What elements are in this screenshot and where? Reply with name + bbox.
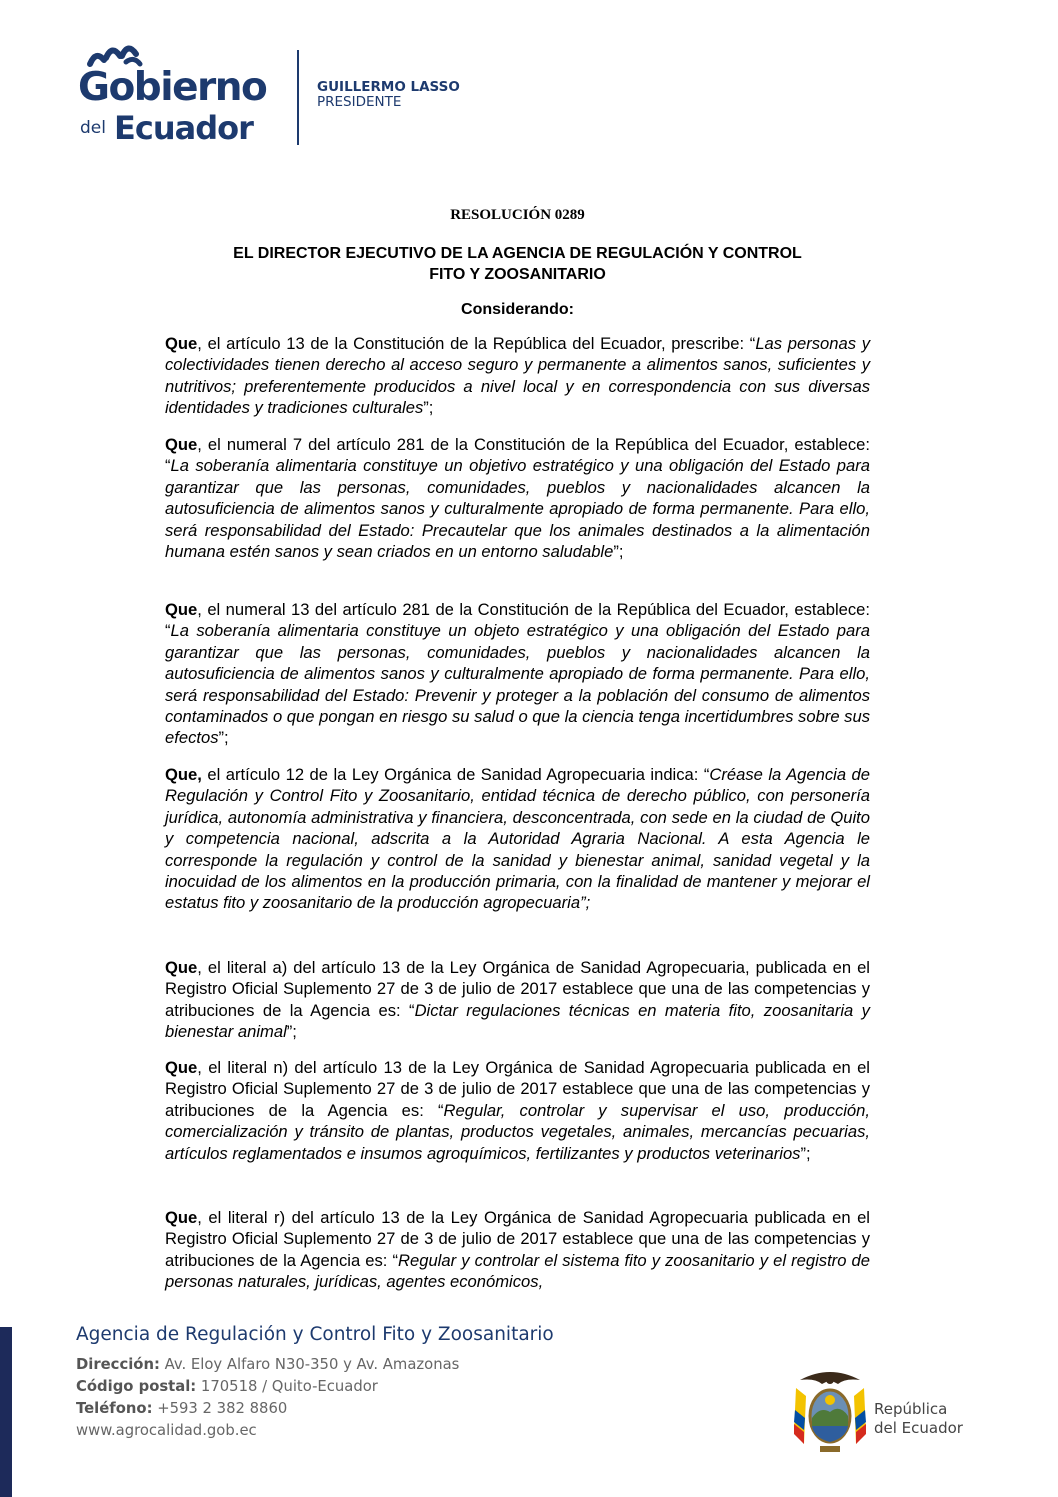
gobierno-logo (68, 40, 288, 150)
president-title: PRESIDENTE (317, 94, 402, 110)
footer-phone-label: Teléfono: (76, 1400, 153, 1417)
logo-word-ecuador: Ecuador (114, 109, 253, 147)
authority-line-1: EL DIRECTOR EJECUTIVO DE LA AGENCIA DE REGULACIÓN Y CONTROL (233, 245, 802, 262)
paragraph-text: , el literal a) del artículo 13 de la Ley Orgánica de Sanidad Agropecuaria, publicada en el Registro Oficial Suplemento 27 de 3 de julio de 2017 establece que una de las competencias y atribuciones de la Agencia es: “ (165, 958, 870, 1020)
paragraph-lead: Que (165, 1208, 198, 1227)
president-name: GUILLERMO LASSO (317, 79, 460, 95)
footer-postal-label: Código postal: (76, 1378, 197, 1395)
footer-agency-name: Agencia de Regulación y Control Fito y Zoosanitario (76, 1324, 554, 1345)
header-divider (297, 50, 299, 145)
footer-postal-value: 170518 / Quito-Ecuador (196, 1378, 378, 1395)
republic-line-1: República (874, 1400, 948, 1418)
paragraph-text: , el numeral 13 del artículo 281 de la Constitución de la República del Ecuador, establece: “ (165, 600, 870, 641)
logo-word-gobierno: Gobierno (78, 65, 267, 110)
whereas-paragraph (165, 1207, 870, 1293)
paragraph-quote: La soberanía alimentaria constituye un objetivo estratégico y una obligación del Estado para garantizar que las personas, comunidades, pueblos y nacionalidades alcancen la autosuficiencia de alimentos sanos y culturalmente apropiado de forma permanente. Para ello, será responsabilidad del Estado: Precautelar que los animales destinados a la alimentación humana estén sanos y sean criados en un entorno saludable (165, 456, 870, 562)
considerando-heading: Considerando: (461, 301, 574, 318)
paragraph-lead: Que (165, 435, 198, 454)
resolution-title: RESOLUCIÓN 0289 (450, 207, 585, 223)
footer-phone-value: +593 2 382 8860 (152, 1400, 288, 1417)
footer-accent-bar (0, 1327, 12, 1497)
logo-word-del: del (80, 118, 106, 138)
coat-of-arms-icon (790, 1366, 870, 1461)
footer-postal (76, 1380, 378, 1395)
authority-heading (165, 243, 870, 285)
paragraph-quote: La soberanía alimentaria constituye un objeto estratégico y una obligación del Estado para garantizar que las personas, comunidades, pueblos y nacionalidades alcancen la autosuficiencia de alimentos sanos y culturalmente apropiado de forma permanente. Para ello, será responsabilidad del Estado: Prevenir y proteger a la población del consumo de alimentos contaminados o que pongan en riesgo su salud o que la ciencia tenga incertidumbres sobre sus efectos (165, 621, 870, 748)
whereas-paragraph (165, 764, 870, 914)
paragraph-tail: ”; (613, 542, 624, 562)
paragraph-quote: Créase la Agencia de Regulación y Control Fito y Zoosanitario, entidad técnica de derecho público, con personería jurídica, autonomía administrativa y financiera, desconcentrada, con sede en la ciudad de Quito y competencia nacional, adscrita a la Autoridad Agraria Nacional. A esta Agencia le corresponde la regulación y control de la sanidad y bienestar animal, sanidad vegetal y la inocuidad de los alimentos en la producción primaria, con la finalidad de mantener y mejorar el estatus fito y zoosanitario de la producción agropecuaria”; (165, 765, 870, 913)
republic-line-2: del Ecuador (874, 1419, 963, 1437)
whereas-paragraph (165, 1057, 870, 1164)
paragraph-text: , el literal r) del artículo 13 de la Ley Orgánica de Sanidad Agropecuaria publicada en el Registro Oficial Suplemento 27 de 3 de julio de 2017 establece que una de las competencias y atribuciones de la Agencia es: “ (165, 1208, 870, 1270)
authority-line-2: FITO Y ZOOSANITARIO (429, 266, 606, 283)
whereas-paragraph (165, 333, 870, 419)
footer-address-value: Av. Eloy Alfaro N30-350 y Av. Amazonas (159, 1356, 460, 1373)
paragraph-text: , el literal n) del artículo 13 de la Ley Orgánica de Sanidad Agropecuaria publicada en el Registro Oficial Suplemento 27 de 3 de julio de 2017 establece que una de las competencias y atribuciones de la Agencia es: “ (165, 1058, 870, 1120)
paragraph-quote: Dictar regulaciones técnicas en materia fito, zoosanitaria y bienestar animal (165, 1000, 870, 1042)
page-header (0, 0, 1058, 160)
paragraph-quote: Las personas y colectividades tienen derecho al acceso seguro y permanente a alimentos sanos, suficientes y nutritivos; preferentemente producidos a nivel local y en correspondencia con sus diversas identidades y tradiciones culturales (165, 334, 870, 418)
paragraph-quote: Regular y controlar el sistema fito y zoosanitario y el registro de personas naturales, jurídicas, agentes económicos, (165, 1250, 870, 1292)
footer-address (76, 1358, 459, 1373)
whereas-paragraph (165, 957, 870, 1043)
paragraph-tail: ”; (800, 1143, 811, 1163)
paragraph-tail: ”; (423, 398, 434, 418)
paragraph-lead: Que (165, 334, 198, 353)
footer-phone (76, 1402, 287, 1417)
whereas-paragraph (165, 599, 870, 749)
paragraph-lead: Que (165, 1058, 198, 1077)
footer-website-link[interactable]: www.agrocalidad.gob.ec (76, 1422, 257, 1439)
paragraph-text: , el artículo 13 de la Constitución de la República del Ecuador, prescribe: “ (197, 334, 756, 353)
paragraph-tail: ”; (286, 1022, 297, 1042)
paragraph-quote: Regular, controlar y supervisar el uso, producción, comercialización y tránsito de plantas, productos vegetales, animales, mercancías pecuarias, artículos reglamentados e insumos agroquímicos, fertilizantes y productos veterinarios (165, 1100, 870, 1163)
paragraph-text: el artículo 12 de la Ley Orgánica de Sanidad Agropecuaria indica: “ (201, 765, 710, 784)
paragraph-lead: Que (165, 958, 198, 977)
paragraph-text: , el numeral 7 del artículo 281 de la Constitución de la República del Ecuador, establece: “ (165, 435, 870, 476)
republic-wordmark (874, 1400, 963, 1438)
whereas-paragraph (165, 434, 870, 562)
paragraph-lead: Que (165, 600, 198, 619)
paragraph-lead: Que, (165, 765, 202, 784)
paragraph-tail: ”; (218, 728, 229, 748)
footer-address-label: Dirección: (76, 1356, 160, 1373)
